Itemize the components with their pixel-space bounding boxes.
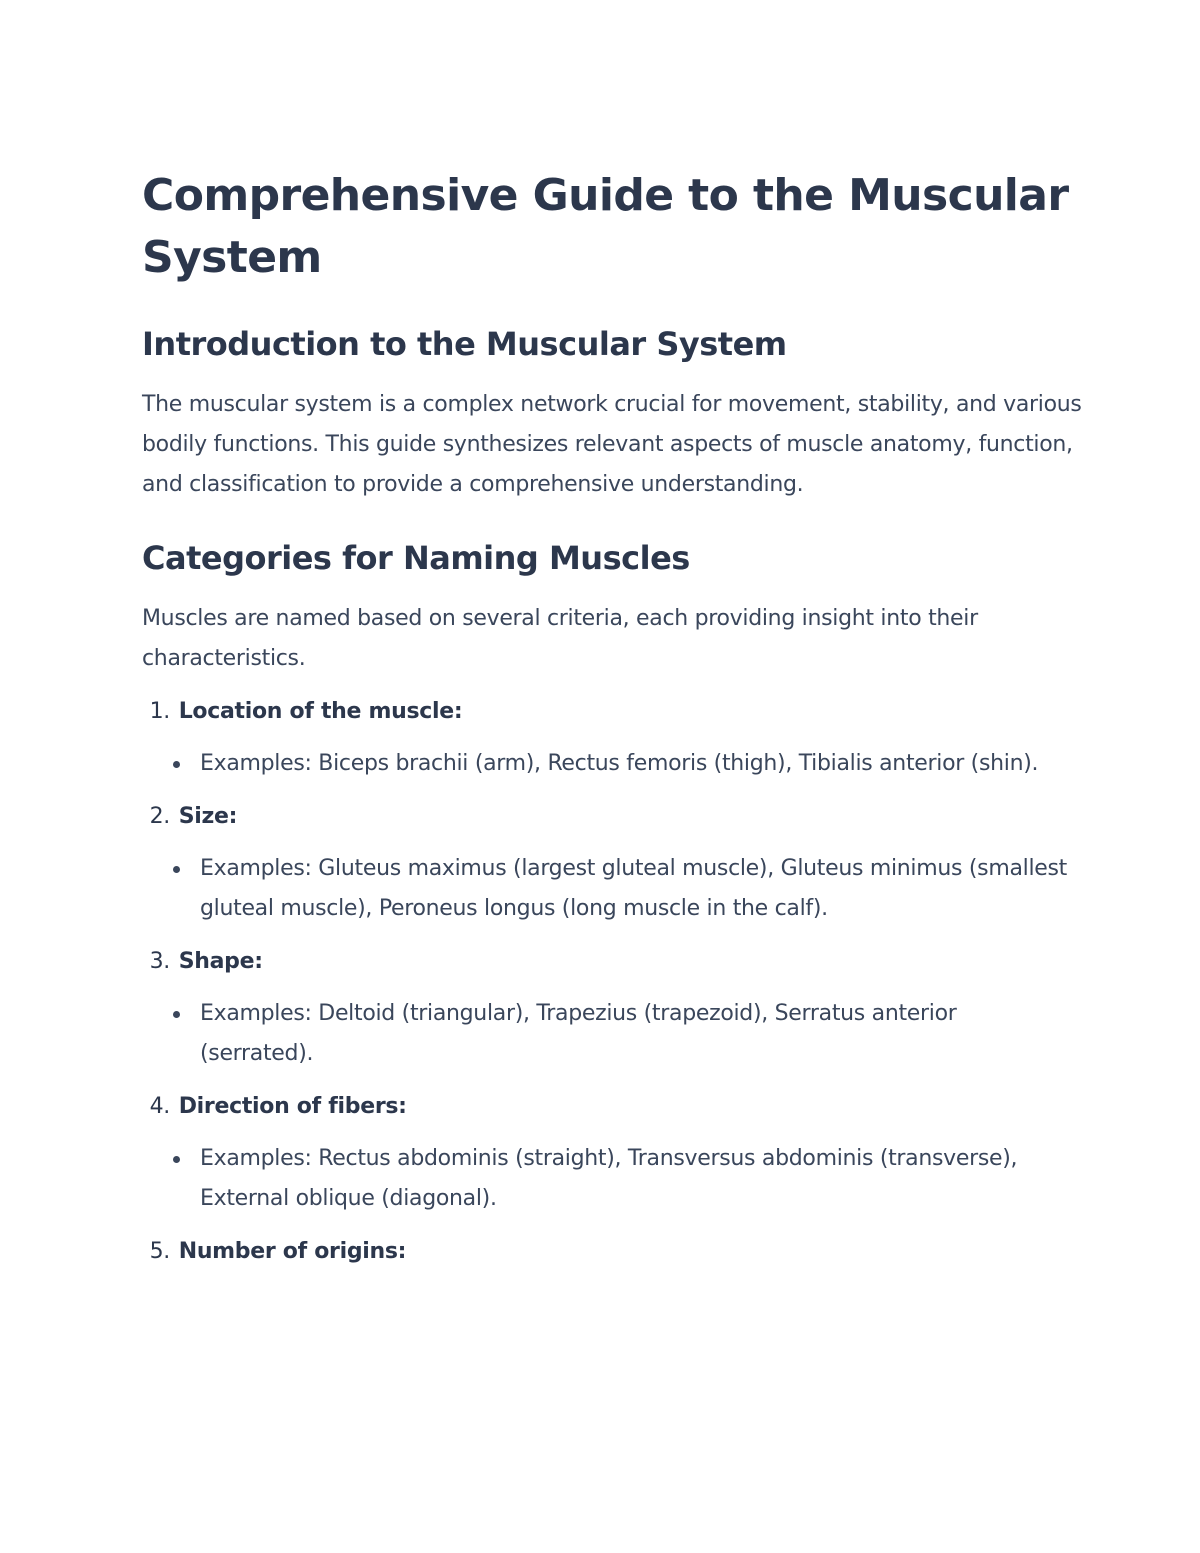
criterion-fiber-direction bbox=[142, 1087, 1082, 1219]
example-text: Examples: Gluteus maximus (largest gluteal muscle), Gluteus minimus (smallest gluteal muscle), Peroneus longus (long muscle in the calf). bbox=[200, 856, 1067, 921]
example-text: Examples: Biceps brachii (arm), Rectus femoris (thigh), Tibialis anterior (shin). bbox=[200, 751, 1039, 776]
bullet-icon bbox=[173, 866, 180, 873]
criterion-title: Shape: bbox=[178, 949, 263, 974]
criterion-shape bbox=[142, 942, 1082, 1074]
criterion-number: 5. bbox=[149, 1239, 170, 1264]
example-text: Examples: Rectus abdominis (straight), Transversus abdominis (transverse), External oblique (diagonal). bbox=[200, 1146, 1018, 1211]
example-text: Examples: Deltoid (triangular), Trapezius (trapezoid), Serratus anterior (serrated). bbox=[200, 1001, 957, 1066]
criterion-heading bbox=[142, 1087, 1082, 1127]
example-list bbox=[142, 849, 1082, 929]
criterion-title: Number of origins: bbox=[178, 1239, 407, 1264]
example-item bbox=[142, 994, 1070, 1074]
example-item bbox=[142, 744, 1070, 784]
criterion-number: 2. bbox=[149, 804, 170, 829]
criterion-size bbox=[142, 797, 1082, 929]
document-page bbox=[142, 165, 1082, 1285]
criterion-heading bbox=[142, 692, 1082, 732]
criterion-number: 3. bbox=[149, 949, 170, 974]
document-title: Comprehensive Guide to the Muscular System bbox=[142, 170, 1069, 283]
section-heading-naming-muscles: Categories for Naming Muscles bbox=[142, 539, 690, 577]
criterion-number-of-origins bbox=[142, 1232, 1082, 1272]
criterion-heading bbox=[142, 797, 1082, 837]
bullet-icon bbox=[173, 761, 180, 768]
naming-muscles-paragraph: Muscles are named based on several criteria, each providing insight into their characteristics. bbox=[142, 606, 978, 671]
bullet-icon bbox=[173, 1156, 180, 1163]
criterion-location bbox=[142, 692, 1082, 784]
criterion-heading bbox=[142, 942, 1082, 982]
example-item bbox=[142, 1139, 1070, 1219]
example-list bbox=[142, 744, 1082, 784]
example-list bbox=[142, 1139, 1082, 1219]
criterion-title: Size: bbox=[178, 804, 238, 829]
naming-criteria-list bbox=[142, 692, 1082, 1272]
criterion-title: Location of the muscle: bbox=[178, 699, 463, 724]
example-list bbox=[142, 994, 1082, 1074]
introduction-paragraph: The muscular system is a complex network crucial for movement, stability, and various bodily functions. This guide synthesizes relevant aspects of muscle anatomy, function, and classification to provide a comprehensive understanding. bbox=[142, 392, 1082, 497]
criterion-number: 1. bbox=[149, 699, 170, 724]
section-heading-introduction: Introduction to the Muscular System bbox=[142, 325, 787, 363]
criterion-heading bbox=[142, 1232, 1082, 1272]
example-item bbox=[142, 849, 1070, 929]
criterion-title: Direction of fibers: bbox=[178, 1094, 407, 1119]
bullet-icon bbox=[173, 1011, 180, 1018]
criterion-number: 4. bbox=[149, 1094, 170, 1119]
